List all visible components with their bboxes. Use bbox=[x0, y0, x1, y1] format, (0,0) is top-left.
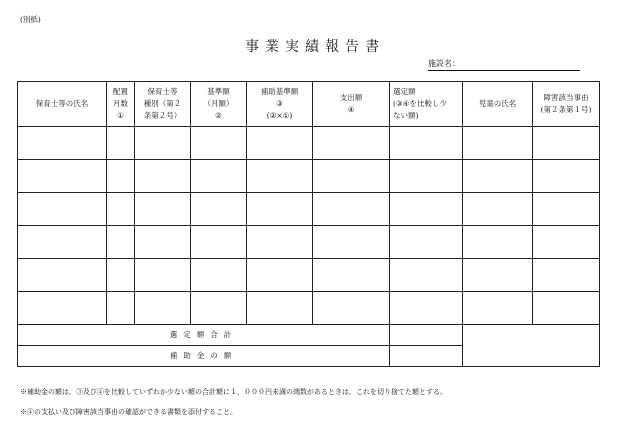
attachment-note: (別紙) bbox=[20, 15, 41, 24]
footer-blank-cell bbox=[463, 325, 600, 367]
table-row[interactable] bbox=[18, 160, 600, 193]
table-row[interactable] bbox=[18, 193, 600, 226]
footnote-rounding: ※補助金の額は、③及び④を比較していずれか少ない額の合計額に１，０００円未満の端数があるときは、これを切り捨てた額とする。 bbox=[20, 388, 447, 396]
facility-label: 施設名： bbox=[428, 59, 460, 68]
subsidy-amount-value[interactable] bbox=[390, 346, 463, 367]
table-row[interactable] bbox=[18, 127, 600, 160]
footnote-attachment: ※④の支払い及び障害該当事由の確認ができる書類を添付すること。 bbox=[20, 408, 237, 416]
selected-total-value[interactable] bbox=[390, 325, 463, 346]
col-header-months: 配置 月数 ① bbox=[107, 82, 135, 127]
col-header-staff-type: 保育士等 種別（第２ 条第２号） bbox=[135, 82, 191, 127]
subsidy-amount-label: 補助金の額 bbox=[18, 346, 390, 367]
col-header-staff-name: 保育士等の氏名 bbox=[18, 82, 107, 127]
col-header-selected-amount: 選定額 (③④を比較し少 ない額) bbox=[390, 82, 463, 127]
col-header-child-name: 児童の氏名 bbox=[463, 82, 533, 127]
col-header-disability-reason: 障害該当事由 (第２条第１号) bbox=[533, 82, 600, 127]
facility-name-field[interactable] bbox=[428, 58, 580, 71]
col-header-subsidy-base: 補助基準額 ③ (②×①) bbox=[247, 82, 313, 127]
selected-total-label: 選定額合計 bbox=[18, 325, 390, 346]
report-table bbox=[17, 81, 600, 367]
table-row[interactable] bbox=[18, 292, 600, 325]
col-header-expenditure: 支出額 ④ bbox=[313, 82, 390, 127]
header-row bbox=[18, 82, 600, 127]
document-title: 事業実績報告書 bbox=[245, 39, 385, 55]
table-row[interactable] bbox=[18, 226, 600, 259]
selected-total-row bbox=[18, 325, 600, 346]
col-header-base-amount: 基準額 （月額） ② bbox=[191, 82, 247, 127]
table-row[interactable] bbox=[18, 259, 600, 292]
